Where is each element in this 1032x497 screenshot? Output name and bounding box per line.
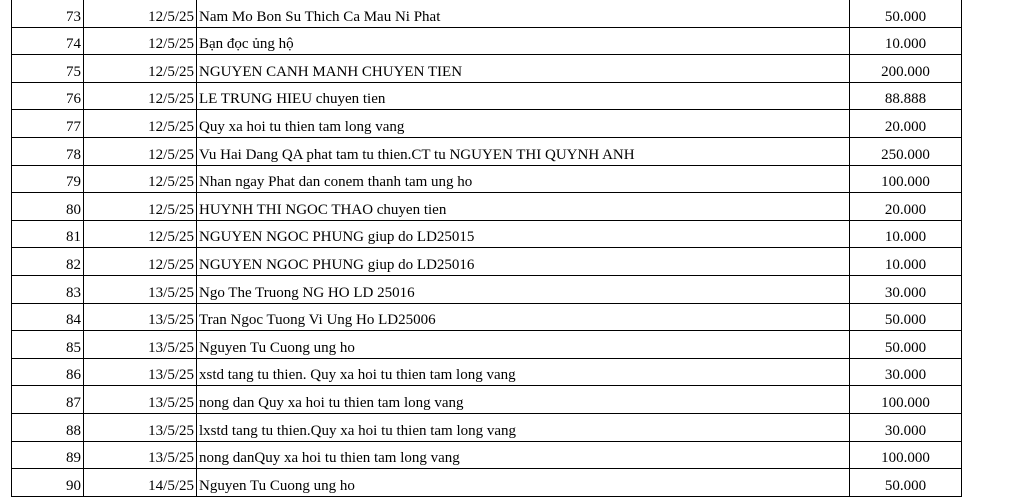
amount-cell: 30.000: [850, 358, 962, 386]
row-number-cell: 81: [12, 220, 84, 248]
description-cell: nong dan Quy xa hoi tu thien tam long vang: [197, 386, 850, 414]
row-number-cell: 89: [12, 441, 84, 469]
row-number-cell: 77: [12, 110, 84, 138]
date-cell: 12/5/25: [84, 165, 197, 193]
date-cell: 12/5/25: [84, 0, 197, 27]
date-cell: 12/5/25: [84, 55, 197, 83]
table-row: [12, 27, 962, 55]
date-cell: 12/5/25: [84, 27, 197, 55]
table-row: [12, 193, 962, 221]
table-row: [12, 386, 962, 414]
description-cell: Nhan ngay Phat dan conem thanh tam ung ho: [197, 165, 850, 193]
amount-cell: 200.000: [850, 55, 962, 83]
table-row: [12, 137, 962, 165]
date-cell: 12/5/25: [84, 82, 197, 110]
table-row: [12, 441, 962, 469]
row-number-cell: 88: [12, 413, 84, 441]
row-number-cell: 74: [12, 27, 84, 55]
description-cell: Quy xa hoi tu thien tam long vang: [197, 110, 850, 138]
table-row: [12, 0, 962, 27]
description-cell: nong danQuy xa hoi tu thien tam long vang: [197, 441, 850, 469]
date-cell: 13/5/25: [84, 358, 197, 386]
row-number-cell: 90: [12, 469, 84, 497]
row-number-cell: 78: [12, 137, 84, 165]
date-cell: 13/5/25: [84, 275, 197, 303]
date-cell: 12/5/25: [84, 193, 197, 221]
date-cell: 13/5/25: [84, 413, 197, 441]
date-cell: 13/5/25: [84, 386, 197, 414]
row-number-cell: 75: [12, 55, 84, 83]
description-cell: NGUYEN CANH MANH CHUYEN TIEN: [197, 55, 850, 83]
donation-table: [11, 0, 962, 497]
description-cell: HUYNH THI NGOC THAO chuyen tien: [197, 193, 850, 221]
table-row: [12, 82, 962, 110]
description-cell: NGUYEN NGOC PHUNG giup do LD25016: [197, 248, 850, 276]
table-row: [12, 165, 962, 193]
amount-cell: 250.000: [850, 137, 962, 165]
table-row: [12, 303, 962, 331]
description-cell: Nam Mo Bon Su Thich Ca Mau Ni Phat: [197, 0, 850, 27]
description-cell: xstd tang tu thien. Quy xa hoi tu thien tam long vang: [197, 358, 850, 386]
date-cell: 13/5/25: [84, 331, 197, 359]
table-row: [12, 358, 962, 386]
amount-cell: 10.000: [850, 27, 962, 55]
amount-cell: 50.000: [850, 0, 962, 27]
donation-table-body: [12, 0, 962, 496]
description-cell: Ngo The Truong NG HO LD 25016: [197, 275, 850, 303]
date-cell: 13/5/25: [84, 441, 197, 469]
amount-cell: 50.000: [850, 303, 962, 331]
amount-cell: 100.000: [850, 165, 962, 193]
row-number-cell: 86: [12, 358, 84, 386]
date-cell: 14/5/25: [84, 469, 197, 497]
row-number-cell: 76: [12, 82, 84, 110]
amount-cell: 30.000: [850, 413, 962, 441]
description-cell: Bạn đọc ủng hộ: [197, 27, 850, 55]
table-row: [12, 469, 962, 497]
description-cell: NGUYEN NGOC PHUNG giup do LD25015: [197, 220, 850, 248]
table-row: [12, 248, 962, 276]
date-cell: 12/5/25: [84, 220, 197, 248]
description-cell: Nguyen Tu Cuong ung ho: [197, 469, 850, 497]
table-row: [12, 331, 962, 359]
row-number-cell: 87: [12, 386, 84, 414]
amount-cell: 20.000: [850, 110, 962, 138]
row-number-cell: 82: [12, 248, 84, 276]
table-row: [12, 110, 962, 138]
amount-cell: 88.888: [850, 82, 962, 110]
description-cell: Vu Hai Dang QA phat tam tu thien.CT tu NGUYEN THI QUYNH ANH: [197, 137, 850, 165]
row-number-cell: 73: [12, 0, 84, 27]
date-cell: 12/5/25: [84, 248, 197, 276]
table-row: [12, 55, 962, 83]
description-cell: LE TRUNG HIEU chuyen tien: [197, 82, 850, 110]
description-cell: lxstd tang tu thien.Quy xa hoi tu thien tam long vang: [197, 413, 850, 441]
date-cell: 12/5/25: [84, 137, 197, 165]
row-number-cell: 84: [12, 303, 84, 331]
row-number-cell: 85: [12, 331, 84, 359]
table-row: [12, 275, 962, 303]
amount-cell: 30.000: [850, 275, 962, 303]
date-cell: 13/5/25: [84, 303, 197, 331]
amount-cell: 50.000: [850, 469, 962, 497]
amount-cell: 100.000: [850, 441, 962, 469]
row-number-cell: 83: [12, 275, 84, 303]
table-row: [12, 220, 962, 248]
amount-cell: 20.000: [850, 193, 962, 221]
description-cell: Nguyen Tu Cuong ung ho: [197, 331, 850, 359]
amount-cell: 50.000: [850, 331, 962, 359]
amount-cell: 100.000: [850, 386, 962, 414]
amount-cell: 10.000: [850, 248, 962, 276]
row-number-cell: 80: [12, 193, 84, 221]
row-number-cell: 79: [12, 165, 84, 193]
date-cell: 12/5/25: [84, 110, 197, 138]
amount-cell: 10.000: [850, 220, 962, 248]
description-cell: Tran Ngoc Tuong Vi Ung Ho LD25006: [197, 303, 850, 331]
table-row: [12, 413, 962, 441]
